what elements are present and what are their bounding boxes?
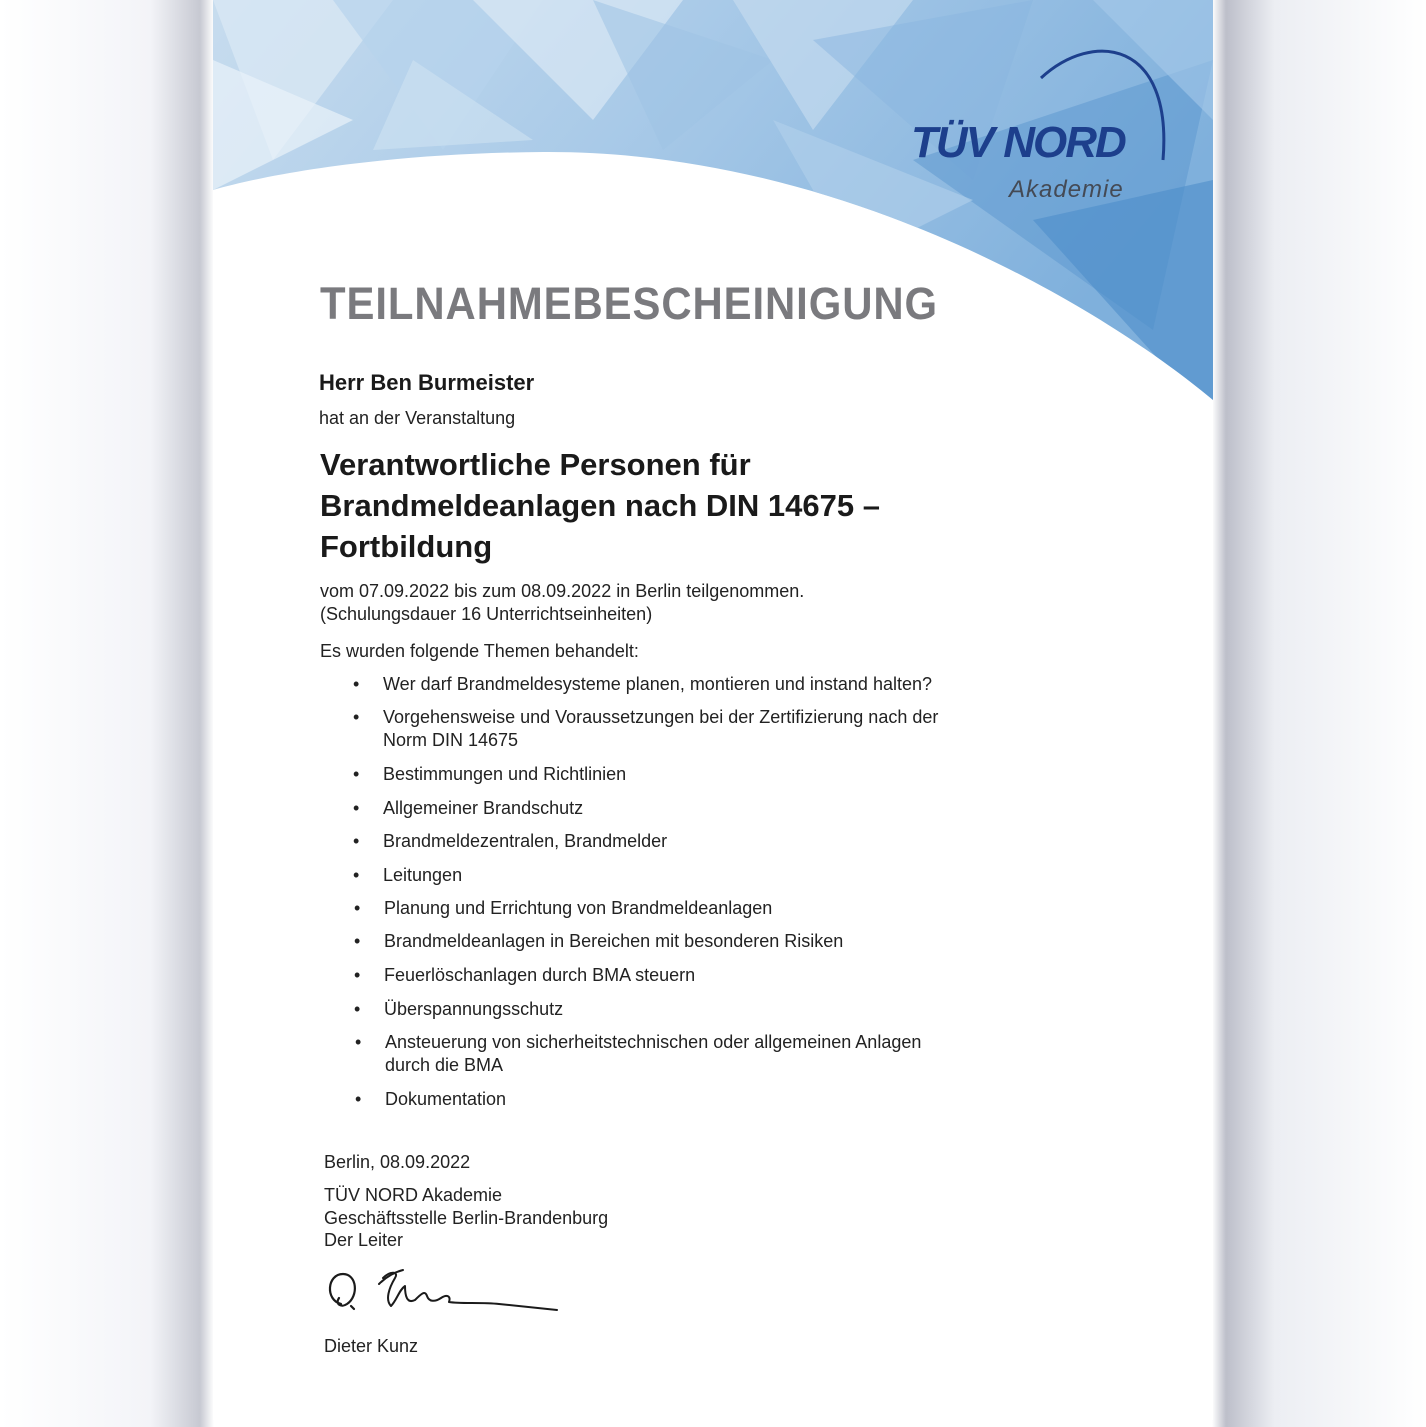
issuer-line: Der Leiter [324, 1230, 404, 1250]
bullet: • [354, 965, 361, 985]
topic-text: Brandmeldezentralen, Brandmelder [383, 831, 668, 851]
bullet: • [353, 764, 360, 784]
topic-text: Planung und Errichtung von Brandmeldeanlagen [384, 898, 773, 918]
bullet: • [353, 707, 360, 727]
dates-line: vom 07.09.2022 bis zum 08.09.2022 in Berlin teilgenommen. [320, 581, 805, 601]
course-title-line: Fortbildung [320, 529, 493, 564]
issuer-line: TÜV NORD Akademie [324, 1185, 503, 1205]
intro-text: hat an der Veranstaltung [319, 408, 516, 428]
bullet: • [354, 999, 361, 1019]
issuer-line: Geschäftsstelle Berlin-Brandenburg [324, 1207, 609, 1228]
place-and-date: Berlin, 08.09.2022 [324, 1152, 471, 1172]
topic-text: Brandmeldeanlagen in Bereichen mit besonderen Risiken [384, 931, 844, 951]
signer-name: Dieter Kunz [324, 1336, 419, 1356]
duration-line: (Schulungsdauer 16 Unterrichtseinheiten) [320, 604, 653, 624]
topic-text: Allgemeiner Brandschutz [383, 798, 584, 818]
topic-text: Leitungen [383, 865, 463, 885]
topic-text: Vorgehensweise und Voraussetzungen bei der Zertifizierung nach der [383, 707, 939, 727]
bullet: • [353, 674, 360, 694]
header-graphic [213, 0, 1213, 420]
bullet: • [353, 831, 360, 851]
bullet: • [353, 798, 360, 818]
bullet: • [355, 1089, 362, 1109]
logo-wordmark: TÜV NORD [911, 118, 1125, 167]
logo-subtitle: Akademie [1009, 176, 1124, 203]
bullet: • [355, 1032, 362, 1052]
certificate-page [213, 0, 1213, 1420]
topic-text: Dokumentation [385, 1089, 507, 1109]
recipient-name: Herr Ben Burmeister [319, 370, 535, 395]
course-title-line: Brandmeldeanlagen nach DIN 14675 – [320, 488, 880, 523]
topic-text: Wer darf Brandmeldesysteme planen, montieren und instand halten? [383, 674, 932, 694]
bullet: • [354, 898, 361, 918]
course-title [320, 444, 1020, 567]
topic-text: durch die BMA [385, 1055, 504, 1075]
topics-intro: Es wurden folgende Themen behandelt: [320, 641, 639, 661]
handwritten-signature [321, 1262, 561, 1322]
course-title-line: Verantwortliche Personen für [320, 447, 751, 482]
topic-text: Ansteuerung von sicherheitstechnischen oder allgemeinen Anlagen [385, 1032, 922, 1052]
bullet: • [353, 865, 360, 885]
topic-text: Überspannungsschutz [384, 999, 564, 1019]
course-dates [320, 580, 804, 626]
issuer-block [324, 1184, 608, 1252]
topic-text: Feuerlöschanlagen durch BMA steuern [384, 965, 696, 985]
topic-text: Bestimmungen und Richtlinien [383, 764, 627, 784]
document-title: TEILNAHMEBESCHEINIGUNG [320, 278, 939, 329]
bullet: • [354, 931, 361, 951]
topic-text: Norm DIN 14675 [383, 730, 519, 750]
